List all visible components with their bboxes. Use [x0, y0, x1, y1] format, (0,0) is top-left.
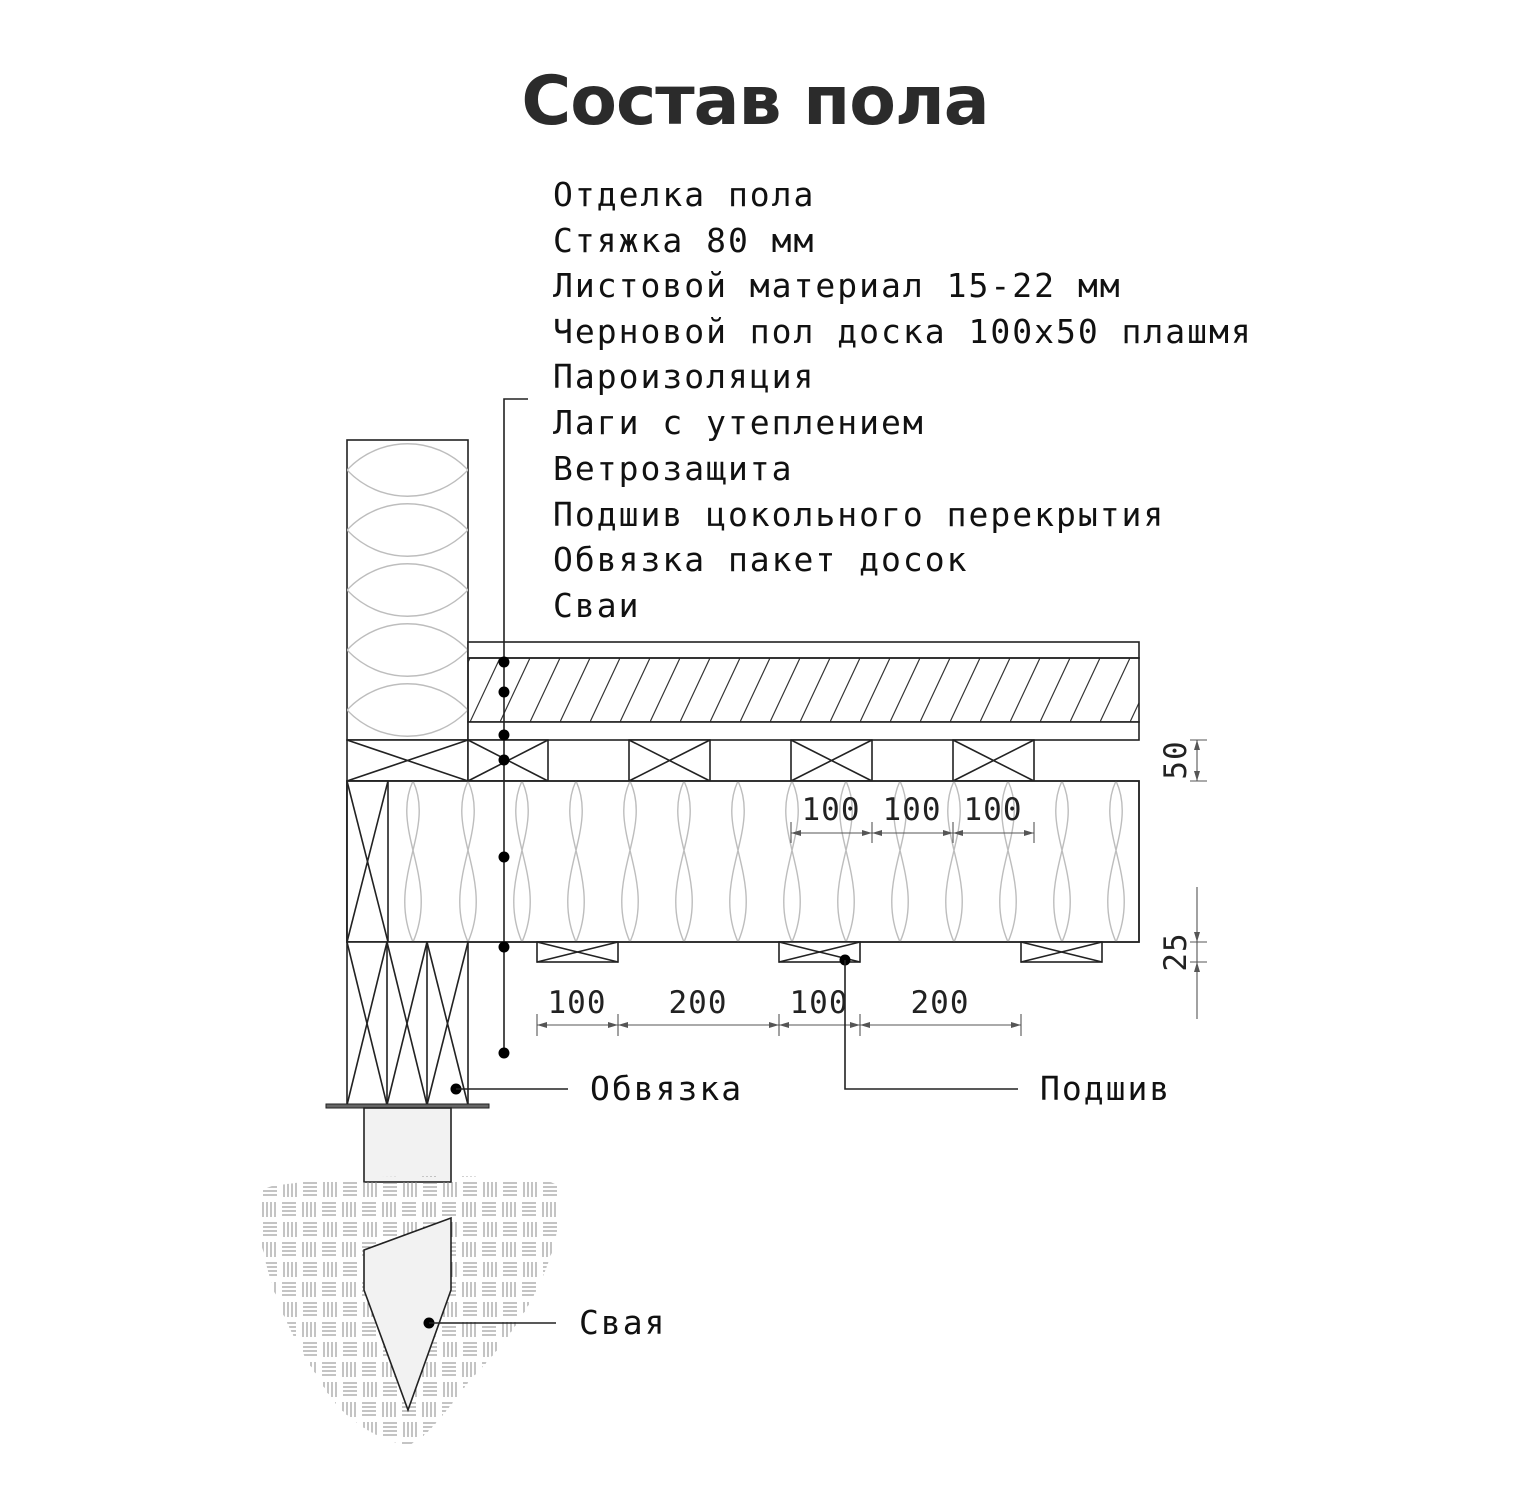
dim-label: 50	[1158, 740, 1194, 780]
dim-label: 200	[668, 985, 728, 1021]
dim-label: 100	[963, 792, 1023, 828]
lining-boards	[537, 942, 1102, 962]
layer-list	[553, 175, 1253, 625]
strapping-boards	[326, 942, 489, 1108]
layer-label: Подшив цокольного перекрытия	[553, 495, 1166, 534]
callout-label: Свая	[579, 1303, 667, 1342]
vertical-dimension-25	[1158, 887, 1207, 1019]
layer-label: Сваи	[553, 586, 641, 625]
layer-label: Стяжка 80 мм	[553, 221, 816, 260]
dim-label: 100	[789, 985, 849, 1021]
dim-label: 25	[1158, 932, 1194, 972]
layer-label: Отделка пола	[553, 175, 816, 214]
dim-label: 100	[882, 792, 942, 828]
layer-label: Черновой пол доска 100х50 плашмя	[553, 312, 1253, 351]
pile-head	[364, 1108, 451, 1182]
layer-label: Ветрозащита	[553, 449, 794, 488]
callout-lining	[840, 955, 1172, 1109]
wall-insulation	[347, 440, 468, 740]
callout-label: Обвязка	[590, 1069, 744, 1108]
layer-label: Обвязка пакет досок	[553, 540, 969, 579]
vertical-dimension-50	[1158, 740, 1207, 781]
subfloor-boards	[347, 740, 1034, 781]
layer-label: Лаги с утеплением	[553, 403, 925, 442]
bottom-dimension-chain	[537, 985, 1021, 1036]
dim-label: 100	[547, 985, 607, 1021]
dim-label: 100	[801, 792, 861, 828]
layer-label: Листовой материал 15-22 мм	[553, 266, 1122, 305]
floor-finish-layers	[468, 642, 1139, 740]
dim-label: 200	[910, 985, 970, 1021]
callout-strapping	[451, 1069, 744, 1108]
callout-label: Подшив	[1040, 1069, 1172, 1108]
page-title: Состав пола	[521, 62, 989, 141]
layer-label: Пароизоляция	[553, 357, 816, 396]
